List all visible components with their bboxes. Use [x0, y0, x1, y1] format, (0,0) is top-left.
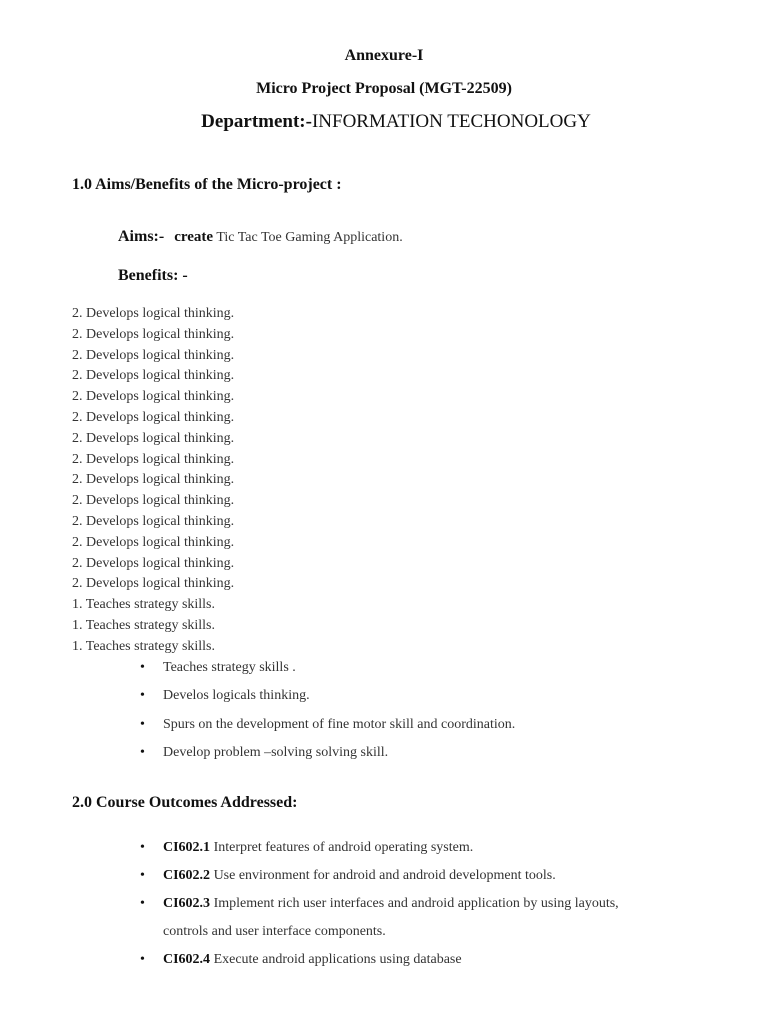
list-item: 2. Develops logical thinking. [72, 389, 235, 405]
outcome-code: CI602.3 [163, 896, 211, 911]
benefit-bullets [140, 658, 515, 771]
outcome-text: Implement rich user interfaces and android application by using layouts, [210, 896, 619, 911]
bullet-item: • Teaches strategy skills . [140, 658, 515, 686]
outcome-text: Use environment for android and android development tools. [210, 868, 556, 883]
outcome-item [140, 834, 619, 862]
list-item: 2. Develops logical thinking. [72, 368, 235, 384]
outcome-item [140, 890, 619, 946]
outcome-text-continued: controls and user interface components. [163, 924, 386, 939]
list-item: 1. Teaches strategy skills. [72, 617, 216, 633]
department-value: INFORMATION TECHONOLOGY [311, 111, 591, 132]
list-item: 2. Develops logical thinking. [72, 534, 235, 550]
outcome-code: CI602.2 [163, 868, 211, 883]
aims-label: Aims:- [118, 228, 165, 245]
outcome-text: Execute android applications using database [210, 952, 462, 967]
outcome-code: CI602.1 [163, 840, 211, 855]
outcome-code: CI602.4 [163, 952, 211, 967]
list-item: 2. Develops logical thinking. [72, 555, 235, 571]
list-item: 2. Develops logical thinking. [72, 451, 235, 467]
proposal-title: Micro Project Proposal (MGT-22509) [256, 80, 512, 97]
aims-line [118, 228, 403, 246]
list-item: 2. Develops logical thinking. [72, 409, 235, 425]
section1-heading: 1.0 Aims/Benefits of the Micro-project : [72, 176, 342, 193]
outcome-text: Interpret features of android operating system. [210, 840, 474, 855]
list-item: 2. Develops logical thinking. [72, 347, 235, 363]
benefits-label: Benefits: - [118, 267, 188, 284]
bullet-item: • Spurs on the development of fine motor skill and coordination. [140, 715, 515, 743]
outcome-item [140, 946, 619, 974]
aims-value: Tic Tac Toe Gaming Application. [213, 230, 403, 245]
section2-heading: 2.0 Course Outcomes Addressed: [72, 794, 298, 811]
bullet-item: • Develop problem –solving solving skill. [140, 743, 515, 771]
outcome-list [140, 834, 619, 974]
list-item: 2. Develops logical thinking. [72, 576, 235, 592]
list-item: 2. Develops logical thinking. [72, 513, 235, 529]
list-item: 2. Develops logical thinking. [72, 472, 235, 488]
list-item: 1. Teaches strategy skills. [72, 597, 216, 613]
bullet-item: • Develos logicals thinking. [140, 686, 515, 714]
department-label: Department:- [201, 111, 312, 132]
aims-create: create [174, 229, 214, 245]
list-item: 1. Teaches strategy skills. [72, 638, 216, 654]
list-item: 2. Develops logical thinking. [72, 326, 235, 342]
list-item: 2. Develops logical thinking. [72, 493, 235, 509]
annexure-title: Annexure-I [344, 47, 424, 64]
list-item: 2. Develops logical thinking. [72, 430, 235, 446]
outcome-item [140, 862, 619, 890]
department-line [12, 111, 768, 133]
benefit-lines [72, 304, 234, 658]
list-item: 2. Develops logical thinking. [72, 306, 235, 321]
